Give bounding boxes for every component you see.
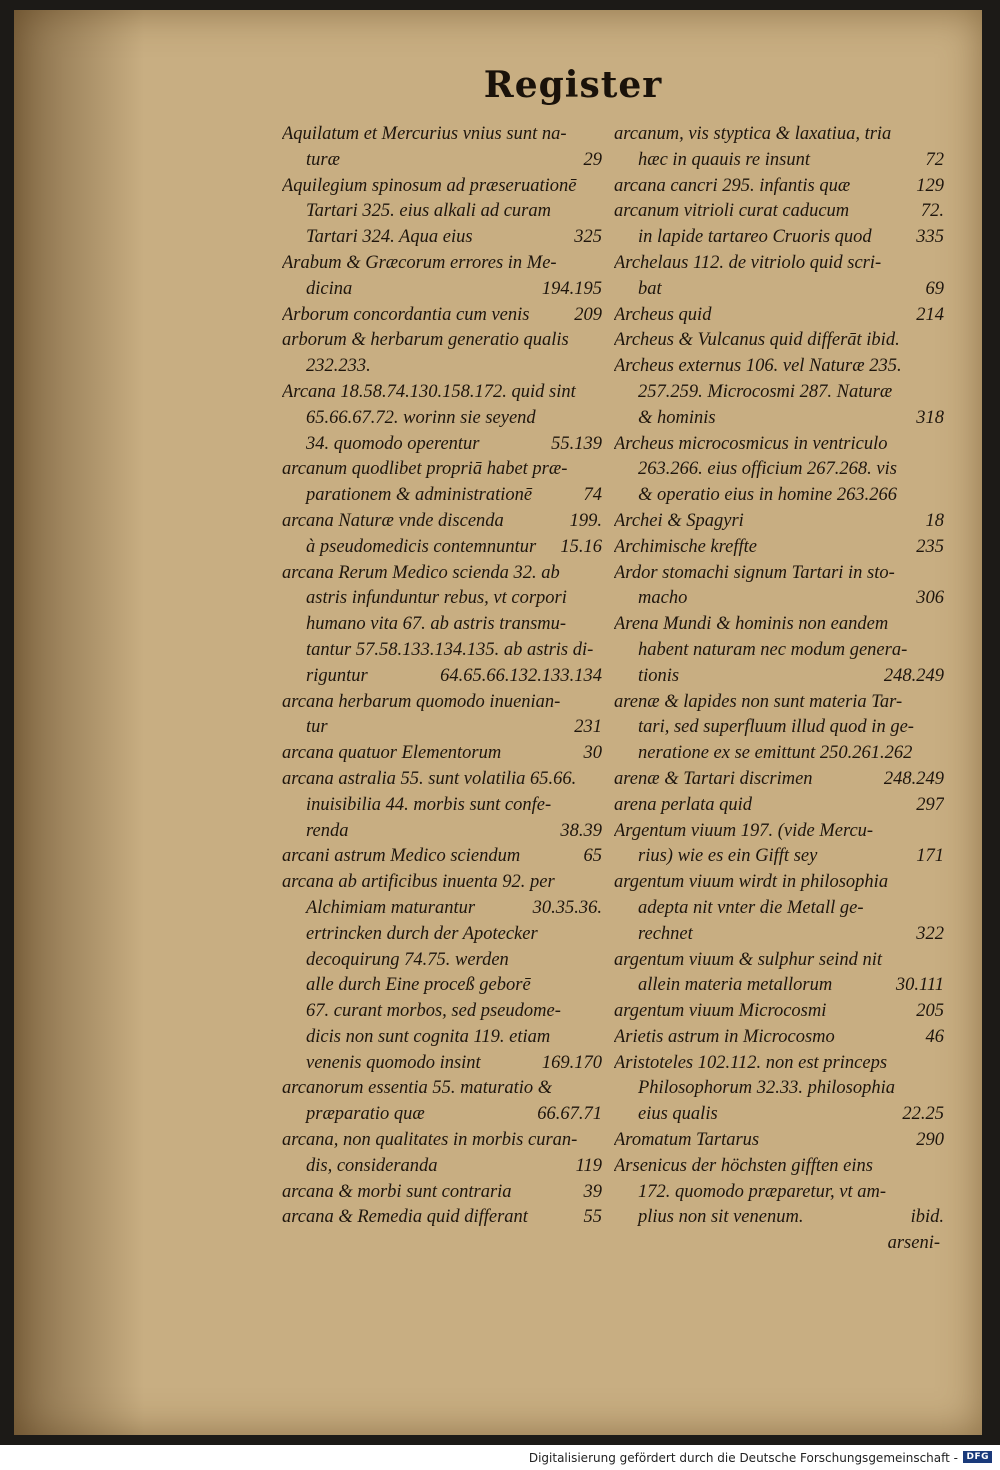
- entry-page-ref: 29: [583, 149, 602, 170]
- entry-text: 257.259. Microcosmi 287. Naturæ: [638, 381, 893, 402]
- entry-page-ref: 214: [916, 304, 944, 325]
- register-entry: [614, 380, 944, 406]
- entry-text: Archimische kreffte: [614, 536, 757, 557]
- entry-text: dicis non sunt cognita 119. etiam: [306, 1026, 551, 1047]
- register-entry: [614, 690, 944, 716]
- register-entry: [614, 561, 944, 587]
- entry-text: parationem & administrationē: [306, 485, 533, 506]
- entry-text: & hominis: [638, 407, 716, 428]
- entry-page-ref: 194.195: [541, 278, 602, 299]
- register-entry: [282, 741, 602, 767]
- entry-text: præparatio quæ: [306, 1104, 425, 1125]
- entry-page-ref: 74: [583, 485, 602, 506]
- entry-page-ref: 39: [583, 1181, 602, 1202]
- register-entry: [282, 509, 602, 535]
- register-entry: [282, 561, 602, 587]
- entry-text: Aquilegium spinosum ad præseruationē: [282, 175, 577, 196]
- register-entry: [282, 948, 602, 974]
- entry-page-ref: 335: [916, 227, 944, 248]
- entry-text: hæc in quauis re insunt: [638, 149, 810, 170]
- register-entry: [614, 1205, 944, 1231]
- entry-page-ref: 231: [574, 717, 602, 738]
- entry-text: tionis: [638, 665, 680, 686]
- register-entry: [282, 973, 602, 999]
- register-entry: [614, 509, 944, 535]
- entry-page-ref: 119: [575, 1155, 602, 1176]
- register-entry: [282, 174, 602, 200]
- register-entry: [614, 457, 944, 483]
- entry-text: Archelaus 112. de vitriolo quid scri-: [614, 252, 882, 273]
- register-entry: [282, 303, 602, 329]
- entry-page-ref: 72: [925, 149, 944, 170]
- register-entry: [282, 922, 602, 948]
- register-entry: [282, 457, 602, 483]
- register-entry: [282, 1128, 602, 1154]
- register-entry: [614, 199, 944, 225]
- entry-text: tantur 57.58.133.134.135. ab astris di-: [306, 639, 594, 660]
- register-entry: [614, 251, 944, 277]
- register-entry: [614, 1128, 944, 1154]
- register-entry: [282, 1076, 602, 1102]
- register-column-left: [282, 122, 602, 1231]
- entry-text: neratione ex se emittunt 250.261.262: [638, 743, 913, 764]
- entry-page-ref: 65: [583, 846, 602, 867]
- entry-text: adepta nit vnter die Metall ge-: [638, 897, 864, 918]
- dfg-logo: DFG: [963, 1451, 992, 1463]
- register-entry: [282, 870, 602, 896]
- entry-text: Archeus externus 106. vel Naturæ 235.: [614, 356, 902, 377]
- register-entry: [282, 251, 602, 277]
- register-entry: [614, 1102, 944, 1128]
- entry-text: Archeus & Vulcanus quid differāt ibid.: [614, 330, 900, 351]
- entry-text: Philosophorum 32.33. philosophia: [638, 1078, 895, 1099]
- entry-text: arcanorum essentia 55. maturatio &: [282, 1078, 553, 1099]
- entry-page-ref: 30: [583, 743, 602, 764]
- register-entry: [282, 1051, 602, 1077]
- register-entry: [282, 844, 602, 870]
- register-entry: [282, 199, 602, 225]
- entry-text: astris infunduntur rebus, vt corpori: [306, 588, 567, 609]
- entry-text: arcana Naturæ vnde discenda: [282, 510, 504, 531]
- entry-page-ref: 325: [574, 227, 602, 248]
- entry-page-ref: 72.: [920, 201, 944, 222]
- entry-page-ref: 169.170: [541, 1052, 602, 1073]
- entry-text: 172. quomodo præparetur, vt am-: [638, 1181, 887, 1202]
- register-entry: [614, 1025, 944, 1051]
- entry-text: Aromatum Tartarus: [614, 1130, 760, 1151]
- register-entry: [282, 715, 602, 741]
- entry-text: Archeus quid: [614, 304, 712, 325]
- register-entry: [614, 638, 944, 664]
- book-page: [14, 10, 982, 1435]
- entry-text: habent naturam nec modum genera-: [638, 639, 908, 660]
- entry-text: Arena Mundi & hominis non eandem: [614, 614, 889, 635]
- entry-text: eius qualis: [638, 1104, 718, 1125]
- entry-text: allein materia metallorum: [638, 975, 833, 996]
- footer-credit: Digitalisierung gefördert durch die Deutsche Forschungsgemeinschaft -: [528, 1451, 958, 1465]
- entry-text: Ardor stomachi signum Tartari in sto-: [614, 562, 895, 583]
- entry-text: Arabum & Græcorum errores in Me-: [282, 252, 557, 273]
- entry-page-ref: 199.: [569, 510, 602, 531]
- entry-page-ref: 30.111: [895, 975, 944, 996]
- digitization-footer: [0, 1445, 1000, 1470]
- entry-text: alle durch Eine proceß geborē: [306, 975, 531, 996]
- entry-text: 34. quomodo operentur: [306, 433, 480, 454]
- entry-text: Aquilatum et Mercurius vnius sunt na-: [282, 124, 567, 144]
- register-entry: [614, 1154, 944, 1180]
- entry-page-ref: 129: [916, 175, 944, 196]
- register-entry: [282, 586, 602, 612]
- register-entry: [614, 819, 944, 845]
- register-entry: [282, 225, 602, 251]
- register-entry: [614, 586, 944, 612]
- entry-page-ref: 69: [925, 278, 944, 299]
- entry-text: rius) wie es ein Gifft sey: [638, 846, 818, 867]
- register-entry: [614, 432, 944, 458]
- entry-text: arcana, non qualitates in morbis curan-: [282, 1130, 578, 1151]
- entry-text: venenis quomodo insint: [306, 1052, 481, 1073]
- register-entry: [614, 767, 944, 793]
- register-entry: [614, 612, 944, 638]
- register-entry: [282, 535, 602, 561]
- entry-text: Archeus microcosmicus in ventriculo: [614, 433, 888, 454]
- entry-text: arcani astrum Medico sciendum: [282, 846, 521, 867]
- register-entry: [614, 973, 944, 999]
- register-entry: [614, 948, 944, 974]
- entry-page-ref: 55.139: [551, 433, 602, 454]
- register-entry: [282, 406, 602, 432]
- entry-text: arcana & morbi sunt contraria: [282, 1181, 512, 1202]
- entry-text: ertrincken durch der Apotecker: [306, 923, 538, 944]
- register-entry: [614, 225, 944, 251]
- entry-page-ref: 306: [916, 588, 944, 609]
- entry-text: arenæ & lapides non sunt materia Tar-: [614, 691, 903, 712]
- register-entry: [282, 767, 602, 793]
- entry-text: arenæ & Tartari discrimen: [614, 768, 813, 789]
- entry-text: tur: [306, 717, 328, 738]
- entry-text: dicina: [306, 278, 353, 299]
- entry-text: & operatio eius in homine 263.266: [638, 485, 897, 506]
- entry-text: Arsenicus der höchsten gifften eins: [614, 1155, 873, 1176]
- register-entry: [614, 1180, 944, 1206]
- register-entry: [614, 277, 944, 303]
- register-entry: [282, 1205, 602, 1231]
- register-entry: [614, 922, 944, 948]
- entry-text: macho: [638, 588, 688, 609]
- register-entry: [282, 483, 602, 509]
- entry-text: arcanum, vis styptica & laxatiua, tria: [614, 124, 892, 144]
- register-entry: [282, 148, 602, 174]
- page-gutter-shadow: [14, 10, 144, 1435]
- entry-text: 263.266. eius officium 267.268. vis: [638, 459, 897, 480]
- register-entry: [282, 819, 602, 845]
- entry-page-ref: 318: [916, 407, 944, 428]
- entry-text: arcana quatuor Elementorum: [282, 743, 502, 764]
- entry-page-ref: 171: [916, 846, 944, 867]
- register-entry: [614, 303, 944, 329]
- entry-text: Arietis astrum in Microcosmo: [614, 1026, 835, 1047]
- entry-text: argentum viuum wirdt in philosophia: [614, 872, 889, 893]
- entry-text: Arcana 18.58.74.130.158.172. quid sint: [282, 381, 576, 402]
- entry-text: arcana & Remedia quid differant: [282, 1207, 528, 1228]
- entry-page-ref: 235: [916, 536, 944, 557]
- entry-text: 67. curant morbos, sed pseudome-: [306, 1001, 561, 1022]
- entry-text: riguntur: [306, 665, 368, 686]
- entry-page-ref: 18: [925, 510, 944, 531]
- entry-text: turæ: [306, 149, 340, 170]
- register-entry: [614, 406, 944, 432]
- entry-text: tari, sed superfluum illud quod in ge-: [638, 717, 914, 738]
- entry-page-ref: 55: [583, 1207, 602, 1228]
- register-entry: [614, 122, 944, 148]
- entry-text: plius non sit venenum.: [638, 1207, 804, 1228]
- register-entry: [614, 148, 944, 174]
- entry-text: Archei & Spagyri: [614, 510, 744, 531]
- register-entry: [614, 741, 944, 767]
- register-entry: [282, 1025, 602, 1051]
- entry-text: bat: [638, 278, 662, 299]
- entry-page-ref: 297: [916, 794, 944, 815]
- entry-text: renda: [306, 820, 349, 841]
- entry-text: arborum & herbarum generatio qualis: [282, 330, 569, 351]
- entry-page-ref: 290: [916, 1130, 944, 1151]
- entry-text: Aristoteles 102.112. non est princeps: [614, 1052, 888, 1073]
- running-head: Register: [483, 64, 663, 106]
- register-entry: [614, 870, 944, 896]
- entry-text: 232.233.: [306, 356, 371, 377]
- register-entry: [282, 793, 602, 819]
- entry-page-ref: 46: [925, 1026, 944, 1047]
- register-entry: [614, 483, 944, 509]
- register-entry: [282, 380, 602, 406]
- entry-page-ref: 205: [916, 1001, 944, 1022]
- entry-text: Arborum concordantia cum venis: [282, 304, 530, 325]
- entry-text: Tartari 324. Aqua eius: [306, 227, 473, 248]
- entry-page-ref: 22.25: [902, 1104, 944, 1125]
- entry-text: arcana astralia 55. sunt volatilia 65.66.: [282, 768, 577, 789]
- entry-page-ref: 248.249: [883, 768, 944, 789]
- register-entry: [282, 1102, 602, 1128]
- entry-text: arcana cancri 295. infantis quæ: [614, 175, 851, 196]
- entry-text: Alchimiam maturantur: [306, 897, 476, 918]
- register-entry: [282, 1180, 602, 1206]
- register-entry: [282, 638, 602, 664]
- entry-text: 65.66.67.72. worinn sie seyend: [306, 407, 536, 428]
- entry-page-ref: 15.16: [560, 536, 602, 557]
- register-entry: [282, 1154, 602, 1180]
- entry-page-ref: 209: [574, 304, 602, 325]
- entry-page-ref: ibid.: [910, 1207, 944, 1228]
- entry-text: inuisibilia 44. morbis sunt confe-: [306, 794, 552, 815]
- entry-page-ref: 38.39: [560, 820, 602, 841]
- entry-page-ref: 30.35.36.: [532, 897, 602, 918]
- register-entry: [614, 999, 944, 1025]
- register-column-right: [614, 122, 944, 1257]
- register-entry: [614, 664, 944, 690]
- entry-text: arcana Rerum Medico scienda 32. ab: [282, 562, 560, 583]
- entry-text: arcana herbarum quomodo inuenian-: [282, 691, 561, 712]
- entry-text: arena perlata quid: [614, 794, 753, 815]
- entry-text: arcana ab artificibus inuenta 92. per: [282, 872, 555, 893]
- entry-text: argentum viuum & sulphur seind nit: [614, 949, 883, 970]
- entry-text: in lapide tartareo Cruoris quod: [638, 227, 872, 248]
- entry-text: arcanum quodlibet propriā habet præ-: [282, 459, 568, 480]
- entry-page-ref: 248.249: [883, 665, 944, 686]
- register-entry: [282, 328, 602, 354]
- register-entry: [614, 328, 944, 354]
- register-entry: [282, 999, 602, 1025]
- register-entry: [614, 354, 944, 380]
- entry-page-ref: 322: [916, 923, 944, 944]
- entry-text: arcanum vitrioli curat caducum: [614, 201, 850, 222]
- register-entry: [282, 122, 602, 148]
- register-entry: [614, 896, 944, 922]
- entry-text: humano vita 67. ab astris transmu-: [306, 614, 567, 635]
- register-entry: [614, 1051, 944, 1077]
- entry-text: argentum viuum Microcosmi: [614, 1001, 827, 1022]
- entry-text: Tartari 325. eius alkali ad curam: [306, 201, 551, 222]
- register-entry: [614, 174, 944, 200]
- register-entry: [282, 354, 602, 380]
- register-entry: [282, 664, 602, 690]
- register-entry: [282, 432, 602, 458]
- entry-page-ref: 64.65.66.132.133.134: [440, 665, 602, 686]
- entry-text: decoquirung 74.75. werden: [306, 949, 509, 970]
- register-entry: [282, 277, 602, 303]
- entry-text: dis, consideranda: [306, 1155, 438, 1176]
- register-entry: [282, 690, 602, 716]
- register-entry: [614, 844, 944, 870]
- entry-text: rechnet: [638, 923, 693, 944]
- register-entry: [614, 793, 944, 819]
- entry-text: à pseudomedicis contemnuntur: [306, 536, 537, 557]
- register-entry: [614, 1076, 944, 1102]
- entry-text: Argentum viuum 197. (vide Mercu-: [614, 820, 874, 841]
- register-entry: [282, 896, 602, 922]
- catchword: arseni-: [887, 1233, 940, 1254]
- entry-page-ref: 66.67.71: [537, 1104, 602, 1125]
- register-entry: [282, 612, 602, 638]
- register-entry: [614, 715, 944, 741]
- register-entry: [614, 535, 944, 561]
